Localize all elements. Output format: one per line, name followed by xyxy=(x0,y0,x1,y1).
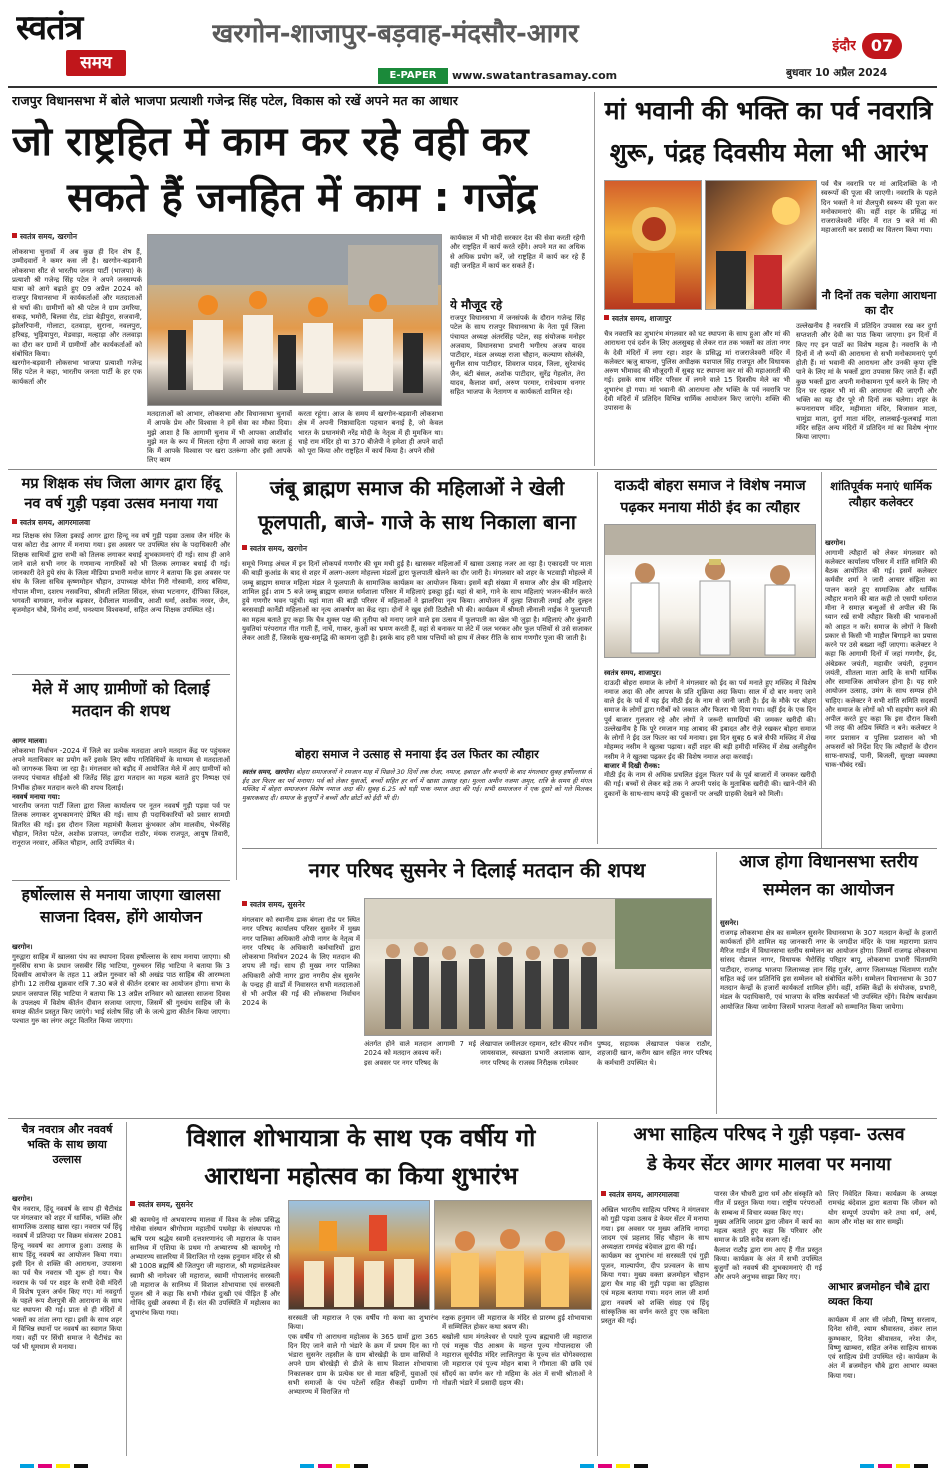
bohra-small-headline: बोहरा समाज ने उत्साह से मनाया ईद उल फितर का त्यौहार xyxy=(295,748,539,761)
registration-marks xyxy=(0,1463,945,1468)
shobhayatra-col-3: रक्षक हनुमान जी महाराज के मंदिर से प्रारम्भ हुई शोभायात्रा में सम्मिलित होकर कथा श्रवण की। बखोली धाम मंगलेश्वर से पधारे पूज्य ब्रह्मचारी जी महाराज एवं मलूक पीठ आश्रम के महन्त पूज्य गोपालदास जी महाराज सूर्यपीठ मंदिर लालितपुरा के पूज्य संत योगेश्वरदास जी महाराज एवं पूज्य मोहन बाबा ने गौमाता की छवि एवं सौंदर्य का वर्णन कर गो महिमा के अंत में सभी श्रोताओं ने गोव्रती भंडारे में प्रसादी ग्रहण की। xyxy=(442,1314,592,1387)
shobhayatra-byline-text: स्वतंत्र समय, सुसनेर xyxy=(138,1200,193,1209)
mela-body xyxy=(12,728,230,876)
sammelan-lead-in: सुसनेर। xyxy=(720,919,739,928)
section-rule-1 xyxy=(8,469,937,470)
section-rule-2 xyxy=(242,848,937,849)
sammelan-body xyxy=(720,910,937,1114)
abha-headline-1: अभा साहित्य परिषद ने गुड़ी पड़वा- उत्सव xyxy=(633,1124,905,1145)
abha-col-2: पारस जैन चौधरी द्वारा धर्म और संस्कृति को गीत में प्रस्तुत किया गया। राष्ट्रीय परंपराओं के सम्बन्ध में विचार व्यक्त किए गए। मुख्य अतिथि जादम द्वारा जीवन में कार्य का महत्व बताते हुए कहा कि परिवार और समाज के प्रति सदैव सजग रहें। कैलाश राठौड़ द्वारा राम आए हैं गीत प्रस्तुत किया। कार्यक्रम के अंत में सभी उपस्थित बुजुर्गों को नववर्ष की शुभकामनाएं दी गई और अपने अनुभव साझा किए गए। xyxy=(714,1190,822,1282)
susner-shapath-col-2: अंतर्गत होने वाले मतदान आगामी 7 मई 2024 को मतदान अवश्य करें। इस अवसर पर नगर परिषद के xyxy=(364,1040,476,1067)
susner-shapath-col-4: पुष्पद, सहायक लेखापाल पंकज राठौर, शहजादी खान, करीम खान सहित नगर परिषद के कर्मचारी उपस्थित थे। xyxy=(597,1040,712,1067)
khalsa-body-text: गुरुद्वारा साहिब में खालसा पंथ का स्थापना दिवस हर्षोल्लास के साथ मनाया जाएगा। श्री गुरुसिंघ सभा के प्रधान जसबीर सिंह भाटिया, गुरुचरन सिंह भाटिया ने बताया कि 3 दिवसीय आयोजन के तहत 11 अप्रैल गुरुवार को श्री अखंड पाठ साहिब की आरम्भता होगी। 12 तारीख शुक्रवार रात्रि 7.30 बजे से कीर्तन दरबार का आयोजन होगा। सभा के प्रधान जसपाल सिंह भाटिया ने बताया कि 13 अप्रैल शनिवार को खालसा साजना दिवस के उपलक्ष्य में विशेष कीर्तन दीवान सजाया जाएगा, जिसमें श्री गुरुग्रंथ साहिब जी के समक्ष कीर्तन प्रस्तुत किए जाएंगे। भाई संतोष सिंह जी के जत्थे द्वारा कीर्तन किया जाएगा। पश्चात गुरु का लंगर अटूट वितरित किया जाएगा। xyxy=(12,952,230,1026)
section-rule-shikshak xyxy=(12,674,230,675)
logo-top: स्वतंत्र xyxy=(16,8,83,48)
navratri-byline-text: स्वतंत्र समय, शाजापुर xyxy=(612,314,672,323)
lead-subhead: ये मौजूद रहे xyxy=(450,298,503,312)
navratri-byline xyxy=(604,314,804,326)
abha-headline-2: डे केयर सेंटर आगर मालवा पर मनाया xyxy=(647,1154,891,1175)
col-divider-chaitra xyxy=(126,1122,127,1456)
goddess-idol-icon xyxy=(605,181,702,310)
shanti-body-text: आगामी त्यौहारों को लेकर मंगलवार को कलेक्टर कार्यालय परिसर में शांति समिति की बैठक आयोजित की गई। इसमें कलेक्टर कर्मवीर शर्मा ने जारी आचार संहिता का पालन करते हुए सामाजिक और धार्मिक त्यौहार मनाने की बात कही तो एसपी धर्मराज मीना ने समाज़ बन्धुओं से अपील की कि ध्यान रखें सभी त्यौहार किसी की भावनाओं को आहत न करें। समाज के लोगों ने किसी प्रकार से किसी भी माहौल बिगाड़ने का प्रयास करने पर उसे बख्शा नहीं जाएगा। कलेक्टर ने कहा कि आगामी दिनों में जहां गणगौर, ईद, अंबेडकर जयंती, महावीर जयंती, हनुमान जयंती, शीतला माता आदि के सभी धार्मिक और सामाजिक आयोजन होना है। यह सारे आयोजन उत्साह, उमंग के साथ सम्पन्न होने चाहिए। कलेक्टर ने सभी शांति समिति सदस्यों और समाज के लोगों को भी सहयोग करने की अपील करते हुए कहा कि इस दौरान किसी भी तरह की अप्रिय स्थिति न बने। कलेक्टर ने नगर प्रशासन व पुलिस प्रशासन को भी अफसरों को निर्देश दिए कि त्यौहारों के दौरान साफ-सफाई, पानी, बिजली, सुरक्षा व्यवस्था चाक-चौबंद रखें। xyxy=(825,548,937,770)
dawoodi-headline-2: पढ़कर मनाया मीठी ईद का त्यौहार xyxy=(620,500,800,516)
mela-headline: मेले में आए ग्रामीणों को दिलाई मतदान की शपथ xyxy=(32,679,210,720)
lead-headline-2: सकते हैं जनहित में काम : गजेंद्र xyxy=(67,175,537,221)
city-label: इंदौर xyxy=(832,38,856,54)
epaper-badge xyxy=(378,68,448,84)
section-rule-3 xyxy=(8,1118,937,1119)
saints-illustration xyxy=(435,1201,592,1310)
section-rule-khalsa xyxy=(12,880,230,881)
col-divider-shobhayatra xyxy=(597,1122,598,1456)
mela-body-text: लोकसभा निर्वाचन -2024 में जिले का प्रत्येक मतदाता अपने मतदान केंद्र पर पहुंचकर अपने मताधिकार का प्रयोग करें इसके लिए स्वीप गतिविधियों के माध्यम से मतदाताओं को जागरूक किया जा रहा है। मंगलवार को बड़ौद में आयोजित मेले में आए ग्रामीणों को जनपद पंचायत सीईओ श्री जितेंद्र सिंह द्वारा मतदान का महत्व बताते हुए निष्पक्ष एवं निर्भीक होकर मतदान करने की शपथ दिलाई। xyxy=(12,746,230,792)
abha-col-1: अखिल भारतीय साहित्य परिषद ने मंगलवार को गुड़ी पड़वा उत्सव डे केयर सेंटर में मनाया गया। इस अवसर पर मुख्य अतिथि नागदा जादम एवं प्रहलाद सिंह चौहान के साथ अध्यक्षता रामचंद्र बंदेवाल द्वारा की गई। कार्यक्रम का शुभारंभ मां सरस्वती एवं गुड़ी पूजन, माल्यार्पण, दीप प्रज्वलन के साथ किया गया। मुख्य वक्ता ब्रजमोहन चौहान द्वारा चैत्र माह की गुड़ी पड़वा का इतिहास एवं महत्व बताया गया। मदन लाल जी शर्मा द्वारा नववर्ष को शक्ति संग्रह एवं हिंदू सांस्कृतिक का वर्णन करते हुए एक कविता प्रस्तुत की गई। xyxy=(601,1206,709,1325)
lead-col-4-bottom: राजपुर विधानसभा में जनसंपर्क के दौरान गजेन्द्र सिंह पटेल के साथ राजपुर विधानसभा के नेता पूर्व जिला पंचायत अध्यक्ष अंतरसिंह पटेल, सह संयोजक मनोहर अजवाय, विधानसभा प्रभारी भगीरथ अजय यादव पाटीदार, मंडल अध्यक्ष राजा चौहान, कल्याण सोलंकी, सुनील साथ पाटीदार, शिवराज यादव, जिला, सुरेशचंद जैन, बंटी बंसल, अशोक पाटीदार, सुरेंद्र गेहलोत, तेरा यादव, कैलाश वर्मा, अरुण परमार, राधेश्याम धनगर सहित भाजपा के नेतागण व कार्यकर्ता शामिल रहे। xyxy=(450,314,585,396)
jambu-headline-2: फूलपाती, बाजे- गाजे के साथ निकाला बाना xyxy=(258,510,576,534)
lead-byline-text: स्वतंत्र समय, खरगोन xyxy=(20,232,78,241)
dawoodi-headline-1: दाऊदी बोहरा समाज ने विशेष नमाज xyxy=(614,478,806,494)
epaper-label: E-PAPER xyxy=(389,70,437,81)
lead-col-1: लोकसभा चुनावों में अब कुछ ही दिन शेष हैं, उम्मीदवारों ने कमर कस ली है। खरगोन-बड़वानी लोकसभा सीट से भारतीय जनता पार्टी (भाजपा) के प्रत्याशी श्री गजेन्द्र सिंह पटेल ने अपने जनसम्पर्क यात्रा को आगे बढ़ाते हुए 09 अप्रैल 2024 को राजपुर विधानसभा में कार्यकर्ताओं और मतदाताओं से चर्चा की। ग्रामीणों को श्री पटेल ने ग्राम उमरिया, सकड़, भमोरी, बिलवा रोड, टांडा बेड़ीपुरा, सजवानी, झोलरिपानी, गोलाटा, दतवाड़ा, सुराना, नवलपुरा, हरिबड़, भुड़ियापुरा, मेडवाड़ा, मल्हाड़ा और तलवाड़ा का दौरा कर ग्रामों में ग्रामीणों और कार्यकर्ताओं को संबोधित किया। खरगोन-बड़वानी लोकसभा भाजपा प्रत्याशी गजेन्द्र सिंह पटेल ने कहा, भारतीय जनता पार्टी के हर एक कार्यकर्ता और xyxy=(12,248,142,386)
dawoodi-body-text-2: मीठी ईद के नाम से अधिक प्रचलित इंदुल फितर पर्व के पूर्व बाजारों में जमकर खरीदी की गई। बच्चों से लेकर बड़े तक ने अपनी पसंद के मुताबिक खरीदी की। खाने-पीने की दुकानों के साथ-साथ कपड़े की दुकानों पर अच्छी ग्राहकी देखने को मिली। xyxy=(604,771,816,798)
bohra-small-body-text: बोहरा समाजजनों ने रमजान माह में पिछले 30 दिनों तक रोजा, नमाज, इबादत और बन्दगी के बाद मंगलवार सुबह हर्षोल्लास से ईद उल फितर का पर्व मनाया। पर्व को लेकर युवाओं, बच्चों सहित हर वर्ग में खासा उत्साह रहा। मुल्ला अमीन नजमा अमृत, रात्रि के समय ही मंगल मस्जिद में बोहरा समाजजन विशेष नमाज अदा की। सुबह 6.25 को घड़ी पाक नमाज अदा की गई। सभी समाजजन ने एक दूसरे को गले मिलकर मुबारकबाद दी। समाज के बुजुर्गों ने बच्चों और छोटों को ईदी भी दी। xyxy=(242,768,592,802)
susner-shapath-col-1: मंगलवार को स्थानीय डाक बंगला रोड पर स्थित नगर परिषद कार्यालय परिसर सुसनेर में मुख्य नगर पालिका अधिकारी ओपी नागर के नेतृत्व में नगर परिषद के अधिकारी कर्मचारियों द्वारा लोकसभा निर्वाचन 2024 के लिए मतदान की शपथ ली गई। साथ ही मुख्य नगर पालिका अधिकारी ओपी नागर द्वारा नगरीय क्षेत्र सुसनेर के पन्द्रह ही वार्डों में निवासरत सभी मतदाताओं से भी अपील की गई की लोकसभा निर्वाचन 2024 के xyxy=(242,916,360,1008)
sammelan-headline-1: आज होगा विधानसभा स्तरीय xyxy=(739,852,918,872)
khalsa-headline: हर्षोल्लास से मनाया जाएगा खालसा साजना दिवस, होंगे आयोजन xyxy=(21,886,221,926)
website-link[interactable]: www.swatantrasamay.com xyxy=(452,69,618,82)
page-number: 07 xyxy=(870,36,894,55)
shanti-lead-in: खरगोन। xyxy=(825,539,846,548)
shobhayatra-byline xyxy=(130,1200,290,1212)
navratri-headline-1: मां भवानी की भक्ति का पर्व नवरात्रि xyxy=(604,96,933,125)
date-line: बुधवार 10 अप्रैल 2024 xyxy=(786,67,888,79)
masthead xyxy=(0,0,945,88)
abha-col-3b: कार्यक्रम में आर सी जोशी, विष्णु सरलाय, दिनेश सोनी, श्याम श्रीवास्तव, शंकर लाल कुम्भकार, दिनेश श्रीवास्तव, नरेश जैन, विष्णु खाम्बरा, सहित अनेक साहित्य साधक एवं साहित्य प्रेमी उपस्थित रहे। कार्यक्रम के अंत में ब्रजमोहन चौबे द्वारा आभार व्यक्त किया गया। xyxy=(828,1316,937,1380)
shanti-body xyxy=(825,530,937,846)
lead-rally-photo xyxy=(147,234,442,406)
bohra-small-body xyxy=(242,768,592,840)
susner-oath-photo xyxy=(364,898,712,1036)
navratri-col-1: चैत्र नवरात्रि का शुभारंभ मंगलवार को घट स्थापना के साथ हुआ और मां की आराधना एवं दर्शन के लिए अलसुबह से लेकर रात तक भक्तों का तांता नगर के देवी मंदिरों में लगा रहा। शहर के प्रसिद्ध मां राजराजेश्वरी मंदिर में कलेक्टर ऋजु बाफना, पुलिस अधीक्षक यशपाल सिंह राजपूत और विधायक अरुण भीमावद की मौजूदगी में सुबह घट स्थापना कर मां की महाआरती की गई। इसके साथ मंदिर परिसर में लगने वाले 15 दिवसीय मेले का भी शुभारंभ हो गया। मां भवानी की आराधना और भक्ति के पर्व नवरात्रि पर देवी मंदिरों में प्रतिदिन विभिन्न धार्मिक आयोजन किए जाएंगे। शक्ति की उपासना के xyxy=(604,330,790,412)
col-divider-mid xyxy=(597,472,598,844)
col-divider-left xyxy=(236,472,237,880)
shobhayatra-col-1: श्री कामधेनु गो अभयारण्य मालवा में विश्व के लोक प्रसिद्ध गोसेवा संस्थान श्रीगोधाम महातीर्थ पथमेड़ा के संस्थापक गो ऋषि परम श्रद्धेय स्वामी दत्तशरणानंद जी महाराज के पावन सानिध्य में एशिया के प्रथम गो अभ्यारण्य श्री कामधेनु गो अभ्यारण्य सालरिया में विराजित गो रक्षक हनुमान मंदिर से श्री श्री 1008 ब्रह्मर्षि श्री जितपुरा जी महाराज, श्री महामंडलेश्वर स्वामी श्री नागेश्वर जी महाराज, स्वामी गोपालानंद सरस्वती जी महाराज के सानिध्य में विशाल शोभायात्रा एवं सरस्वती पूजन श्री ने कहा कि सभी गौवंश दुःखी एवं पीड़ित हैं और गोविंद दुखी अवस्था में हैं। संत की उपस्थिति में महोत्सव का शुभारंभ किया गया। xyxy=(130,1216,280,1317)
abha-subhead: आभार ब्रजमोहन चौबे द्वारा व्यक्त किया xyxy=(828,1281,930,1308)
susner-shapath-col-3: लेखापाल जमीलउर रहमान, स्टोर कीपर नवीन जायसवाल, स्वच्छता प्रभारी अशलाक खान, नगर परिषद के राजस्व निरीक्षक रामेश्वर xyxy=(480,1040,592,1067)
navratri-photo-goddess xyxy=(604,180,702,310)
chaitra-body-text: चैत्र नवरात्र, हिंदू नववर्ष के साथ ही चैटीचंड पर मंगलवार को शहर में धार्मिक, भक्ति और सामाजिक उत्साह खास रहा। नवरात्र पर्व हिंदू नववर्ष में प्रतिपदा पर विक्रम संवत्सर 2081 हिन्दू नववर्ष का आगाज हुआ। उत्साह के साथ हिंदू नववर्ष का आयोजन किया गया। इसी दिन से शक्ति की आराधना, उपासना का पर्व चैत्र नवरात्र भी शुरू हो गया। चैत्र नवरात्र के पर्व पर शहर के सभी देवी मंदिरों में विशेष पूजन अर्चन किए गए। मां नवदुर्गा के पहले रूप शैलपुत्री की आराधना के साथ घट स्थापना की गई। प्रातः से ही मंदिरों में भक्तों का तांता लगा रहा। इसी के साथ शहर में विभिन्न स्थानों पर नववर्ष का स्वागत किया गया। वहीं पर सिंधी समाज ने चैटीचंड का पर्व भी धूमधाम से मनाया। xyxy=(12,1204,122,1352)
lead-byline xyxy=(12,232,152,244)
shanti-headline: शांतिपूर्वक मनाएं धार्मिक त्यौहार कलेक्टर xyxy=(830,479,932,509)
dawoodi-photo xyxy=(604,524,816,658)
navratri-col-2: उल्लेखनीय है नवरात्रि में प्रतिदिन उपवास रख कर दुर्गा सप्तशती और देवी का पाठ किया जाएगा। इन दिनों में किए गए इन पाठों का विशेष महत्व है। नवरात्रि के नौ दिनों में नौ रूपों की आराधना से सभी मनोकामनाएं पूर्ण होती हैं। मां भवानी की आराधना और उनकी कृपा दृष्टि पाने के लिए मां के भक्तों द्वारा उपवास किए जाते हैं। वहीं कुछ भक्तों द्वारा अपनी मनोकामना पूर्ण करने के लिए नौ दिन घर रहकर भी मां की आराधना की जाएगी और भक्ति का यह दौर पूरे नौ दिनों तक चलेगा। शहर के रूपनारायण मंदिर, महीमाता मंदिर, बिजासन माता, चामुंडा माता, दुर्गा माता मंदिर, लालबाई-फूलबाई माता मंदिर सहित अन्य मंदिरों में प्रतिदिन मां का विशेष शृंगार किया जाएगा। xyxy=(796,322,937,441)
page-number-badge xyxy=(862,33,902,59)
jambu-byline-text: स्वतंत्र समय, खरगोन xyxy=(250,544,308,553)
abha-col-3: लिए निवेदित किया। कार्यक्रम के अध्यक्ष रामचंद्र बंदेवाल द्वारा बताया कि जीवन को योग सम्पूर्ण उपयोग करे तथा धर्म, अर्थ, काम और मोक्ष का सार समझें। xyxy=(828,1190,937,1226)
col-divider-right xyxy=(821,472,822,848)
shobhayatra-headline-2: आराधना महोत्सव का किया शुभारंभ xyxy=(204,1162,518,1190)
navratri-photo-aarti xyxy=(705,180,817,310)
chaitra-headline: चैत्र नवरात्र और नववर्ष भक्ति के साथ छाया उल्लास xyxy=(21,1123,113,1166)
navratri-subhead: नौ दिनों तक चलेगा आराधना का दौर xyxy=(821,289,937,317)
sammelan-headline-2: सम्मेलन का आयोजन xyxy=(763,880,894,900)
chaitra-lead-in: खरगोन। xyxy=(12,1195,33,1204)
jambu-byline xyxy=(242,544,442,556)
mela-body-text-2: भारतीय जनता पार्टी जिला द्वारा जिला कार्यालय पर नूतन नववर्ष गुड़ी पड़वा पर्व पर तिलक लगाकर शुभकामनाएं प्रेषित की गई। साथ ही पदाधिकारियों को प्रसार सामग्री वितरित की गई। इस दौरान जिला महामंत्री कैलाश कुंभकार ओम मालवीय, भेरूसिंह चौहान, नितेश पटेल, अशोक प्रजापत, जगदीश राठौर, मंयक राजपूत, आयुष तिवारी, रानूराज नरवार, अंकित चौहान, आदि उपस्थित थे। xyxy=(12,802,230,847)
header-rule xyxy=(8,86,937,88)
navratri-headline-2: शुरू, पंद्रह दिवसीय मेला भी आरंभ xyxy=(609,138,928,167)
lead-col-3: करता रहूंगा। आज के समय में खरगोन-बड़वानी लोकसभा क्षेत्र में अपनी निष्ठावादिता पहचान बनाई है, जो केवल भारत के प्रधानमंत्री नरेंद्र मोदी के नेतृत्व में ही मुमकिन था। चाहे राम मंदिर हो या 370 बीजेपी ने हमेशा ही अपने वादों को पूरा किया और राष्ट्रहित में कार्य किया है। अपने सीसे xyxy=(298,410,443,455)
col-divider-lead xyxy=(594,92,595,466)
shobhayatra-headline-1: विशाल शोभायात्रा के साथ एक वर्षीय गो xyxy=(186,1124,536,1152)
sammelan-body-text: राजगढ़ लोकसभा क्षेत्र का सम्मेलन सुसनेर विधानसभा के 307 मतदान केन्द्रों के हजारों कार्यकर्ता होंगे शामिल यह जानकारी नगर के जगदीश मंदिर के पास महाराणा प्रताप मैरिज गार्डन में विधानसभा स्तरीय सम्मेलन का आयोजन होगा। जिसमें राजगढ़ लोकसभा सांसद रोडमल नागर, विधायक भैरोसिंह परिहार बापू, लोकसभा प्रभारी चिंतामणि पाटीदार, राजगढ़ भाजपा जिलाध्यक्ष ज्ञान सिंह गुर्जर, आगर जिलाध्यक्ष चिंतामण राठौर सहित कई जन प्रतिनिधि इस सम्मेलन को संबोधित करेंगे। सम्मेलन विधानसभा के 307 मतदान केन्द्रों के हजारों कार्यकर्ता शामिल होंगे। वहीं, शक्ति केंद्रों के संयोजक, प्रभारी, मंडल के पदाधिकारी, एवं भाजपा के वरिष्ठ कार्यकर्ता भी उपस्थित रहेंगे। विशेष कार्यक्रम आयोजित किया जायेगा जिसमें भाजपा नेताओं को सम्मानित किया जायेगा। xyxy=(720,928,937,1011)
logo-bottom: समय xyxy=(80,53,112,73)
oath-group-illustration xyxy=(365,899,712,1036)
dawoodi-byline: स्वतंत्र समय, शाजापुर। xyxy=(604,669,662,678)
shobhayatra-photo-procession xyxy=(288,1200,430,1310)
logo-bottom-badge xyxy=(66,50,126,76)
lead-col-4-top: कार्यकाल में भी मोदी सरकार देश की सेवा करती रहेगी और राष्ट्रहित में कार्य करते रहेंगे। अपने मत का अधिक से अधिक प्रयोग करें, जो राष्ट्रहित में कार्य कर रहे हैं वही जनहित में कार्य कर सकते हैं। xyxy=(450,234,585,270)
susner-shapath-headline: नगर परिषद सुसनेर ने दिलाई मतदान की शपथ xyxy=(308,858,646,882)
susner-shapath-byline xyxy=(242,900,382,912)
lead-headline-1: जो राष्ट्रहित में काम कर रहे वही कर xyxy=(12,119,529,165)
jambu-headline-1: जंबू ब्राह्मण समाज की महिलाओं ने खेली xyxy=(269,476,565,500)
dawoodi-body xyxy=(604,660,816,846)
mela-lead-in: आगर मालवा। xyxy=(12,737,47,746)
dawoodi-lead-in: बाजार में दिखी रौनक: xyxy=(604,761,661,770)
edition-banner: खरगोन-शाजापुर-बड़वाह-मंदसौर-आगर xyxy=(212,19,579,49)
khalsa-body xyxy=(12,934,230,1114)
shikshak-byline-text: स्वतंत्र समय, आगरमालवा xyxy=(20,518,91,527)
chaitra-body xyxy=(12,1186,122,1456)
abha-byline-text: स्वतंत्र समय, आगरमालवा xyxy=(609,1190,680,1199)
bohra-small-byline: स्वतंत्र समय, खरगोन। xyxy=(242,768,294,776)
mela-lead-in-2: नववर्ष मनाया गया: xyxy=(12,792,61,801)
lead-col-2: मतदाताओं को आभार, लोकसभा और विधानसभा चुनावों में आपके प्रेम और विश्वास ने हमें सेवा का मौका दिया। मुझे आशा है कि आगामी चुनाव में भी आपका आशीर्वाद मुझे मत के रूप में मिलता रहेगा मैं आपसे वादा करता हूं कि मैं आपके विश्वास पर खरा उतरूंगा और इसी आपके लिए काम xyxy=(147,410,292,465)
dawoodi-body-text: दाऊदी बोहरा समाज के लोगों ने मंगलवार को ईद का पर्व मनाते हुए मस्जिद में विशेष नमाज अदा की और आपस के प्रति शुक्रिया अदा किया। साल में दो बार मनाए जाने वाले ईद के पर्व में यह ईद मीठी ईद के नाम से जानी जाती है। ईद के मौके पर बोहरा समाज के लोगों द्वारा गरीबों को जकात और फितरा भी दिया गया। वहीं ईद के एक दिन पूर्व बाजार गुलजार रहे और लोगों ने जरूरी सामग्रियों की जमकर खरीदी की। उल्लेखनीय है कि पूरे रमजान माह आबाद की इबादत और रोज़े रखकर बोहरा समाज के लोगों ने ईद उल फितर का पर्व मनाया। इस दिन सुबह 6 बजे सैफी मस्जिद में शेख मोहम्मद नसीम ने खुतबा पढ़ाया। वहीं शहर की बड़ी हमीदी मस्जिद में शेख अलीहुसैन नसीम ने ने खुतबा पढ़कर ईद की विशेष नमाज अदा करवाई। xyxy=(604,678,816,761)
navratri-col-right: पर्व चैत्र नवरात्रि पर मां आदिशक्ति के नौ स्वरूपों की पूजा की जाएगी। नवरात्रि के पहले दिन भक्तों ने मां शैलपुत्री स्वरूप की पूजा कर मनोकामनाएं की। वहीं शहर के प्रसिद्ध मां राजराजेश्वरी मंदिर में रात 9 बजे मां की महाआरती कर प्रसादी का वितरण किया गया। xyxy=(821,180,937,235)
rally-crowd-illustration xyxy=(148,235,442,406)
aarti-crowd-icon xyxy=(706,181,817,310)
shikshak-body: मप्र शिक्षक संघ जिला इकाई आगर द्वारा हिन्दू नव वर्ष गुड़ी पड़वा उत्सव जैन मंदिर के पास कोटा रोड आगर में मनाया गया। इस अवसर पर उपस्थित संघ के पदाधिकारी और शिक्षक साथियों द्वारा सभी को तिलक लगाकर बधाई शुभकामनाएं दी गई। साथ ही आने जाने वाले सभी नगर के गणमान्य नागरिकों को भी तिलक लगाकर बधाई दी गई। जानकारी देते हुये संघ के जिला मीडिया प्रभारी मनोज सागर ने बताया कि इस अवसर पर संघ के जिला सचिव कृष्णमोहन चौहान, उपाध्यक्ष योगेश गिरी गोस्वामी, शरद बसिया, गोपाल मीणा, दशरथ नसवनिया, श्रीमती ललिता सिंदल, संध्या भटनागर, दीपिका जिंदल, भगवती बागवान, मनोज बढ़कार, देवीलाल मालवीय, आशी धर्मा, अशोक नरवर, जैन, बृजमोहन चौबे, विनोद शर्मा, घनश्याम विश्वकर्मा, सहित अन्य शिक्षक उपस्थित रहे। xyxy=(12,532,230,614)
shobhayatra-col-2: सरस्वती जी महाराज ने एक वर्षीय गो कथा का शुभारंभ किया। एक वर्षीय गो आराधना महोत्सव के 365 ग्रामों द्वारा 365 दिन दिए जाने वाले गो भंडारे के क्रम में प्रथम दिन का गो भंडारा सुसनेर तहसील के ग्राम बोरखेड़ी के ग्राम वासियों ने अपने ग्राम बोरखेड़ी से डीजे के साथ विशाल शोभायात्रा निकालकर ग्राम के प्रत्येक घर से माता बहिनों, युवाओं एवं सभी समाजों के पंच पटेलों सहित सैकड़ों ग्रामीण गो अभ्यारण्य में विराजित गो xyxy=(288,1314,438,1396)
shikshak-byline xyxy=(12,518,212,530)
color-registration-bar xyxy=(0,1458,945,1468)
khalsa-lead-in: खरगोन। xyxy=(12,943,33,952)
eid-embrace-illustration xyxy=(605,525,816,658)
col-divider-susner xyxy=(716,852,717,1114)
susner-shapath-byline-text: स्वतंत्र समय, सुसनेर xyxy=(250,900,305,909)
lead-kicker: राजपुर विधानसभा में बोले भाजपा प्रत्याशी गजेन्द्र सिंह पटेल, विकास को रखें अपने मत का आधार xyxy=(12,93,458,108)
shikshak-headline: मप्र शिक्षक संघ जिला आगर द्वारा हिंदू नव वर्ष गुड़ी पड़वा उत्सव मनाया गया xyxy=(21,476,221,512)
jambu-body: समूचे निमाड़ अंचल में इन दिनों लोकपर्व गणगौर की धूम मची हुई है। खासकर महिलाओं में खासा उत्साह नजर आ रहा है। एकादशी पर माता की बाड़ी कुआंड के बाद से शहर में अलग-अलग मोहल्ला मंडलों द्वारा फूलपाती खेलने का दौर जारी है। मंगलवार को शहर के भटवाड़ी मोहल्ले में जम्बू ब्राह्मण समाज महिला मंडल ने फूलपाती के सामाजिक कार्यक्रम का आयोजन किया। इसमें बड़ी संख्या में समाज और क्षेत्र की महिलाएं शामिल हुई। शाम 5 बजे जम्बू ब्राह्मण समाज धर्मशाला परिसर में महिलाएं इकट्ठा हुई। यहां से बाने, गाने के साथ महिलाएं भजन-कीर्तन करते हुये गणगौर भवन पहुंची। यहां माता की बाड़ी परिसर में महिलाओं ने झालरिया नृत्य किया। आयोजन में दुल्हा शिवाजी तमाई और दुल्हन बरसवाड़ी कार्नेडी महिलाओं का नृत्य आकर्षण का केंद्र रहा। दोनों ने खूब हंसी ठिठौली भी की। कार्यक्रम में श्रीमती लीनाली नाईक ने फूलपाती का महत्व बताते हुए कहा कि चैत्र शुक्ल पक्ष की तृतीया को मनाए जाने वाले इस उत्सव में फूलपाती का खेल भी जुड़ा है। महिलाएं और कुंवारी युवतियां परंपरागत गीत गाती हैं, नाचें, गाकर, कुओं का भ्रमण करती हैं, वहां से बनाकर या लेटे में जल भरकर और फूल पत्तियों से उसे सजाकर लेकर आती हैं, जिसके सुख-समृद्धि की कामना जुड़ी है। इसके बाद हरी घास पत्तियों को हाथ में लेकर रीति के साथ गणगौर पूजा की जाती है। xyxy=(242,560,592,642)
procession-illustration xyxy=(289,1201,430,1310)
shobhayatra-photo-saints xyxy=(434,1200,592,1310)
